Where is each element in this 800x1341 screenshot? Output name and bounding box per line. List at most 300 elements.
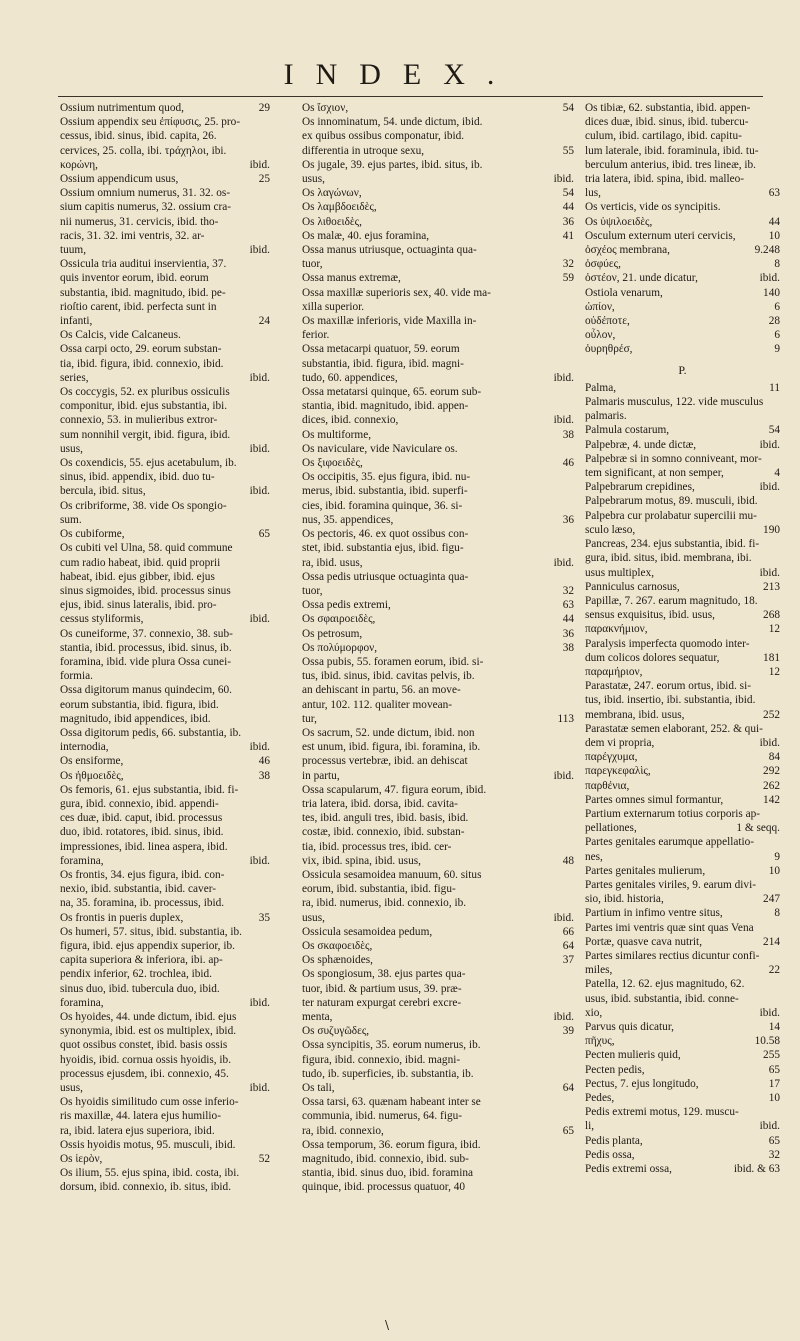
entry-text: Ossa manus utriusque, octuaginta qua- [302,244,477,257]
entry-text: xilla superior. [302,300,365,313]
index-entry [585,115,780,129]
index-entry [585,580,780,594]
entry-page-ref: 14 [766,1020,780,1034]
entry-page-ref: ibid. [247,484,270,498]
entry-text: dices duæ, ibid. sinus, ibid. tubercu- [585,116,749,129]
entry-text: tes, ibid. anguli tres, ibid. basis, ibid. [302,812,469,825]
entry-text: gura, ibid. connexio, ibid. appendi- [60,797,219,810]
entry-text: stantia, ibid. processus, ibid. sinus, ib. [60,641,232,654]
entry-text: Ossa syncipitis, 35. eorum numerus, ib. [302,1039,481,1052]
index-entry [302,1138,574,1152]
index-entry [60,570,270,584]
index-entry [60,825,270,839]
index-entry [585,864,780,878]
index-entry [585,722,780,736]
entry-page-ref: ibid. [757,271,780,285]
entry-text: duo, ibid. rotatores, ibid. sinus, ibid. [60,826,224,839]
index-entry [585,452,780,466]
entry-page-ref: 54 [560,186,574,200]
entry-text: Os innominatum, 54. unde dictum, ibid. [302,116,483,129]
index-entry [60,1024,270,1038]
index-entry [302,556,574,570]
entry-page-ref: ibid. [551,413,574,427]
entry-text: sum nonnihil vergit, ibid. figura, ibid. [60,428,231,441]
entry-text: Palpebra cur prolabatur supercilii mu- [585,509,757,522]
index-entry [585,342,780,356]
entry-text: sinus, ibid. appendix, ibid. duo tu- [60,471,215,484]
index-entry [585,466,780,480]
index-entry [585,395,780,409]
entry-text: tem significant, at non semper, [585,467,724,480]
entry-text: Os femoris, 61. ejus substantia, ibid. fi- [60,783,239,796]
index-entry [302,627,574,641]
index-entry [302,953,574,967]
index-entry [302,357,574,371]
index-entry [60,584,270,598]
entry-text: xio, [585,1006,603,1019]
entry-text: Pecten mulieris quid, [585,1049,681,1062]
entry-text: in partu, [302,769,340,782]
entry-text: tuum, [60,244,87,257]
entry-text: foramina, [60,854,104,867]
index-entry [60,967,270,981]
index-entry [302,598,574,612]
entry-page-ref: 54 [766,423,780,437]
entry-page-ref: 10 [766,864,780,878]
index-entry [60,769,270,783]
entry-page-ref: 65 [766,1063,780,1077]
entry-text: Os πολύμορφον, [302,641,378,654]
entry-text: Partes omnes simul formantur, [585,793,724,806]
entry-text: Os occipitis, 35. ejus figura, ibid. nu- [302,471,471,484]
index-entry [302,541,574,555]
index-entry [60,641,270,655]
entry-page-ref: 63 [560,598,574,612]
entry-text: gura, ibid. situs, ibid. membrana, ibi. [585,552,752,565]
entry-text: eorum substantia, ibid. figura, ibid. [60,698,219,711]
entry-text: processus ejusdem, ibi. connexio, 45. [60,1067,229,1080]
entry-text: Ossium appendicum usus, [60,173,179,186]
entry-text: Pedis ossa, [585,1148,635,1161]
entry-text: dum colicos dolores sequatur, [585,651,720,664]
index-entry [302,1038,574,1052]
entry-page-ref: 1 & seqq. [733,821,780,835]
index-entry [60,740,270,754]
entry-text: synonymia, ibid. est os multiplex, ibid. [60,1025,237,1038]
entry-text: foramina, [60,996,104,1009]
index-entry [302,342,574,356]
entry-text: miles, [585,964,613,977]
entry-text: li, [585,1120,595,1133]
index-entry [302,584,574,598]
entry-text: Os ilium, 55. ejus spina, ibid. costa, ibi. [60,1167,240,1180]
entry-text: racis, 31. 32. imi ventris, 32. ar- [60,229,205,242]
entry-text: Ossicula sesamoidea manuum, 60. situs [302,868,482,881]
entry-text: παρέγχυμα, [585,751,638,764]
index-entry [60,158,270,172]
index-entry [585,1077,780,1091]
entry-text: Os naviculare, vide Naviculare os. [302,442,458,455]
index-entry [585,949,780,963]
entry-text: tria latera, ibid. spina, ibid. malleo- [585,173,745,186]
index-entry [585,423,780,437]
index-entry [302,428,574,442]
entry-page-ref: ibid. [247,996,270,1010]
entry-page-ref: 38 [560,428,574,442]
index-entry [585,509,780,523]
index-entry [585,1134,780,1148]
index-entry [302,286,574,300]
entry-text: Partes imi ventris quæ sint quas Vena [585,921,754,934]
entry-page-ref: 4 [771,466,780,480]
index-entry [585,693,780,707]
entry-text: Os Calcis, vide Calcaneus. [60,329,181,342]
entry-text: Ossa digitorum pedis, 66. substantia, ib. [60,726,242,739]
index-entry [60,669,270,683]
entry-text: usus, [302,173,325,186]
entry-text: Os cubiti vel Ulna, 58. quid commune [60,542,233,555]
entry-page-ref: 190 [760,523,780,537]
entry-text: κορώνη, [60,158,99,171]
entry-text: differentia in utroque sexu, [302,144,425,157]
entry-text: cessus, ibid. sinus, ibid. capita, 26. [60,130,217,143]
entry-text: Os ensiforme, [60,755,124,768]
index-entry [60,840,270,854]
entry-page-ref: 66 [560,925,574,939]
entry-text: pendix inferior, 62. trochlea, ibid. [60,968,213,981]
index-entry [585,537,780,551]
index-entry [60,996,270,1010]
entry-page-ref: 65 [256,527,270,541]
entry-text: sculo læso, [585,523,636,536]
index-entry [585,906,780,920]
entry-page-ref: 65 [560,1124,574,1138]
index-entry [585,186,780,200]
entry-text: Ossa manus extremæ, [302,272,401,285]
index-entry [60,1166,270,1180]
entry-text: Ostiola venarum, [585,286,663,299]
entry-text: cessus styliformis, [60,613,144,626]
entry-text: sium capitis numerus, 32. ossium cra- [60,201,231,214]
index-entry [60,186,270,200]
index-entry [302,769,574,783]
entry-page-ref: 36 [560,215,574,229]
index-entry [60,115,270,129]
index-entry [302,172,574,186]
entry-page-ref: 64 [560,1081,574,1095]
entry-text: Ossicula tria auditui inservientia, 37. [60,258,227,271]
entry-text: Pecten pedis, [585,1063,645,1076]
entry-text: series, [60,371,89,384]
entry-text: quinque, ibid. processus quatuor, 40 [302,1181,466,1194]
entry-text: Pedis extremi motus, 129. muscu- [585,1106,739,1119]
entry-text: Ossa maxillæ superioris sex, 40. vide ma- [302,286,491,299]
index-entry [302,797,574,811]
entry-text: quis inventor eorum, ibid. eorum [60,272,209,285]
entry-page-ref: 36 [560,627,574,641]
entry-page-ref: 6 [771,328,780,342]
entry-page-ref: ibid. [551,911,574,925]
index-entry [585,314,780,328]
entry-text: usus, [60,442,83,455]
index-entry [302,200,574,214]
entry-text: tus, ibid. insertio, ibi. substantia, ibid. [585,694,756,707]
entry-text: figura, ibid. connexio, ibid. magni- [302,1053,461,1066]
entry-text: Partes genitales mulierum, [585,864,706,877]
entry-text: Ossa metatarsi quinque, 65. eorum sub- [302,386,482,399]
entry-text: cum radio habeat, ibid. quid proprii [60,556,221,569]
index-entry [302,499,574,513]
entry-text: Pancreas, 234. ejus substantia, ibid. fi- [585,538,760,551]
entry-text: infanti, [60,315,93,328]
index-entry [60,172,270,186]
index-entry [585,793,780,807]
index-entry [585,215,780,229]
entry-text: παρθένια, [585,779,630,792]
index-entry [585,523,780,537]
entry-text: Partes genitales earumque appellatio- [585,836,755,849]
entry-text: substantia, ibid. figura, ibid. magni- [302,357,464,370]
index-entry [585,764,780,778]
entry-text: usus, ibid. substantia, ibid. conne- [585,992,739,1005]
index-entry [302,1053,574,1067]
index-entry [302,271,574,285]
index-entry [302,1067,574,1081]
entry-text: Os maxillæ inferioris, vide Maxilla in- [302,315,477,328]
entry-text: tia, ibid. figura, ibid. connexio, ibid. [60,357,224,370]
entry-text: costæ, ibid. connexio, ibid. substan- [302,826,465,839]
index-entry [585,172,780,186]
entry-page-ref: ibid. [247,442,270,456]
index-entry [585,708,780,722]
index-entry [60,1124,270,1138]
entry-text: Os tali, [302,1082,335,1095]
index-entry [302,186,574,200]
entry-text: figura, ibid. ejus appendix superior, ib. [60,939,235,952]
entry-text: antur, 102. 112. qualiter movean- [302,698,453,711]
entry-page-ref: 252 [760,708,780,722]
entry-text: Os ἠθμοειδὲς, [60,769,124,782]
index-entry [60,428,270,442]
entry-text: ὀσφύες, [585,258,621,271]
entry-text: Os pectoris, 46. ex quot ossibus con- [302,528,469,541]
entry-text: sio, ibid. historia, [585,893,664,906]
index-entry [302,442,574,456]
entry-page-ref: 262 [760,779,780,793]
index-entry [60,1152,270,1166]
index-entry [60,598,270,612]
entry-text: Os multiforme, [302,428,372,441]
entry-text: tudo, ib. superficies, ib. substantia, ib. [302,1067,474,1080]
entry-page-ref: 268 [760,608,780,622]
index-entry [585,679,780,693]
entry-text: Os cuneiforme, 37. connexio, 38. sub- [60,627,233,640]
section-letter: P. [678,362,687,377]
entry-page-ref: 140 [760,286,780,300]
index-entry [585,779,780,793]
index-entry [60,101,270,115]
index-entry [302,1124,574,1138]
index-entry [60,200,270,214]
entry-text: ris maxillæ, 44. latera ejus humilio- [60,1110,221,1123]
index-entry [302,399,574,413]
entry-text: Os spongiosum, 38. ejus partes qua- [302,968,466,981]
entry-text: Paralysis imperfecta quomodo inter- [585,637,750,650]
index-entry [302,413,574,427]
entry-page-ref: 8 [771,257,780,271]
entry-text: ὀυρηθρέσ, [585,343,633,356]
entry-page-ref: 37 [560,953,574,967]
entry-page-ref: 35 [256,911,270,925]
index-entry [302,385,574,399]
entry-text: Os frontis, 34. ejus figura, ibid. con- [60,868,225,881]
entry-text: Os sphænoides, [302,954,373,967]
index-column-1 [60,101,270,1195]
entry-text: ὠπίον, [585,300,615,313]
index-entry [585,622,780,636]
index-entry [302,840,574,854]
index-entry [60,882,270,896]
entry-text: lus, [585,187,602,200]
index-entry [585,1063,780,1077]
index-entry [60,754,270,768]
entry-page-ref: 213 [760,580,780,594]
entry-page-ref: 46 [560,456,574,470]
index-entry [60,1067,270,1081]
entry-text: dices, ibid. connexio, [302,414,399,427]
entry-page-ref: 12 [766,622,780,636]
index-entry [60,1180,270,1194]
entry-text: tuor, [302,258,323,271]
index-entry [585,257,780,271]
index-entry [302,911,574,925]
index-entry [585,1162,780,1176]
entry-text: bercula, ibid. situs, [60,485,146,498]
entry-page-ref: 10.58 [752,1034,780,1048]
index-entry [60,257,270,271]
entry-text: Os σκαφοειδὲς, [302,939,373,952]
entry-page-ref: 48 [560,854,574,868]
index-entry [585,1020,780,1034]
entry-text: Os cubiforme, [60,528,125,541]
index-entry [585,977,780,991]
index-entry [302,726,574,740]
entry-page-ref: ibid. [247,158,270,172]
index-entry [60,726,270,740]
index-entry [302,1152,574,1166]
entry-text: substantia, ibid. magnitudo, ibid. pe- [60,286,226,299]
index-entry [60,1038,270,1052]
entry-text: Papillæ, 7. 267. earum magnitudo, 18. [585,594,758,607]
entry-text: usus, [60,1082,83,1095]
entry-page-ref: 17 [766,1077,780,1091]
entry-text: berculum anterius, ibid. tres lineæ, ib. [585,158,756,171]
index-entry [302,1180,574,1194]
index-entry [585,480,780,494]
entry-text: lum laterale, ibid. foraminula, ibid. tu- [585,144,759,157]
entry-text: Panniculus carnosus, [585,580,680,593]
index-entry [302,215,574,229]
entry-text: Portæ, quasve cava nutrit, [585,935,703,948]
entry-page-ref: 9.248 [752,243,780,257]
entry-text: menta, [302,1011,333,1023]
entry-page-ref: 44 [560,612,574,626]
entry-page-ref: 38 [256,769,270,783]
entry-text: magnitudo, ibid appendices, ibid. [60,712,211,725]
entry-text: est unum, ibid. figura, ibi. foramina, ib. [302,741,481,754]
index-entry [585,921,780,935]
index-entry [585,300,780,314]
index-entry [302,754,574,768]
index-entry [60,144,270,158]
index-entry [302,229,574,243]
entry-page-ref: 9 [771,342,780,356]
index-entry [302,641,574,655]
index-entry [585,1006,780,1020]
entry-page-ref: ibid. [757,480,780,494]
index-entry [60,413,270,427]
index-entry [585,878,780,892]
index-entry [302,470,574,484]
index-entry [60,655,270,669]
index-entry [302,527,574,541]
entry-page-ref: 32 [560,257,574,271]
entry-text: tuor, [302,584,323,597]
entry-page-ref: ibid. [551,556,574,570]
entry-text: Os verticis, vide os syncipitis. [585,201,721,214]
index-column-2 [302,101,574,1195]
entry-page-ref: ibid. [757,438,780,452]
entry-page-ref: 44 [766,215,780,229]
index-entry [585,243,780,257]
index-entry [302,939,574,953]
index-entry [302,101,574,115]
index-entry [60,328,270,342]
index-entry [585,229,780,243]
entry-text: ra, ibid. connexio, [302,1124,384,1137]
entry-text: processus vertebræ, ibid. an dehiscat [302,755,468,768]
index-entry [60,939,270,953]
entry-text: Os ξιφοειδὲς, [302,457,363,470]
entry-text: Os tibiæ, 62. substantia, ibid. appen- [585,102,751,114]
index-entry [585,158,780,172]
entry-text: Partium externarum totius corporis ap- [585,807,761,820]
entry-text: nus, 35. appendices, [302,513,394,526]
entry-page-ref: 36 [560,513,574,527]
index-entry [60,513,270,527]
index-entry [302,712,574,726]
index-entry [585,129,780,143]
entry-text: Os λιθοειδὲς, [302,215,362,228]
index-entry [585,935,780,949]
index-entry [60,442,270,456]
entry-text: ra, ibid. latera ejus superiora, ibid. [60,1124,215,1137]
entry-text: Pedes, [585,1092,615,1105]
index-entry [302,1081,574,1095]
entry-text: eorum, ibid. substantia, ibid. figu- [302,883,456,896]
entry-page-ref: 32 [560,584,574,598]
entry-page-ref: 113 [554,712,574,726]
index-entry [585,892,780,906]
index-entry [302,655,574,669]
index-entry [585,494,780,508]
index-entry [585,438,780,452]
entry-text: Ossis hyoidis motus, 95. musculi, ibid. [60,1138,236,1151]
entry-text: Os malæ, 40. ejus foramina, [302,229,430,242]
entry-text: ejus, ibid. sinus lateralis, ibid. pro- [60,599,217,612]
entry-text: Os σφαιροειδὲς, [302,613,376,626]
entry-text: dorsum, ibid. connexio, ib. situs, ibid. [60,1181,232,1194]
